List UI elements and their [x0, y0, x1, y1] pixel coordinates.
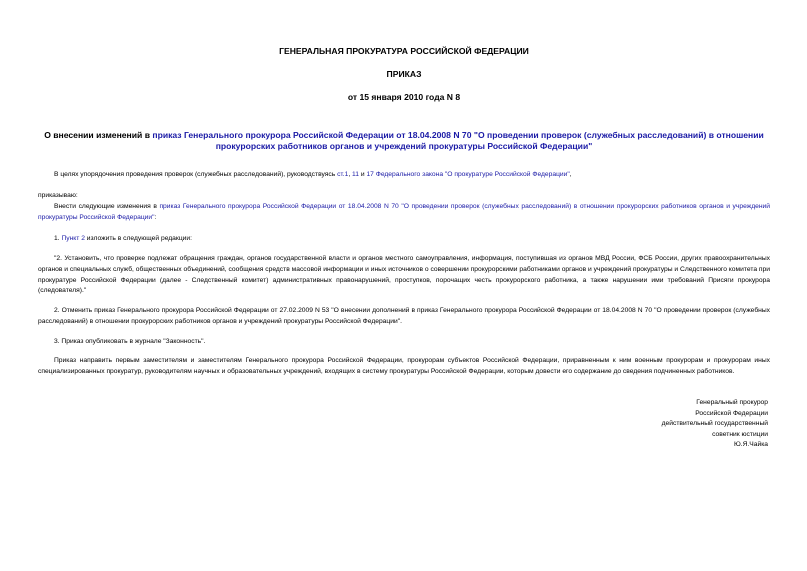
quoted-new-wording: "2. Установить, что проверке подлежат обращения граждан, органов государственной власти и органов местного самоуправления, информация, поступившая из органов МВД России, ФСБ России, других правоохранительных органов и специальных служб, общественных объединений, сообщения средств массовой информации и иных источников о совершении прокурорскими работниками органов и учреждений прокуратуры и Следственного комитета при прокуратуре Российской Федерации (далее - Следственный комитет) административных правонарушений, проступков, порочащих честь прокурорского работника, а также нарушении ими требований Присяги прокурора (следователя)." [38, 255, 770, 295]
document-page [38, 0, 770, 571]
item-1-text: изложить в следующей редакции: [84, 235, 192, 242]
document-type: ПРИКАЗ [386, 69, 422, 79]
preamble-end: , [569, 171, 572, 178]
point-2-link[interactable]: Пункт 2 [61, 235, 85, 242]
preamble-paragraph [38, 170, 770, 181]
amendment-intro-text: Внести следующие изменения в [54, 203, 160, 210]
item-1-paragraph [38, 234, 770, 245]
order-word: приказываю: [38, 192, 78, 199]
preamble-separator: и [359, 171, 367, 178]
distribution-paragraph: Приказ направить первым заместителям и заместителям Генерального прокурора Российской Федерации, прокурорам субъектов Российской Федерации, приравненным к ним военным прокурорам и прокурорам иных специализированных прокуратур, руководителям научных и образовательных учреждений, входящих в систему прокуратуры Российской Федерации, которым довести его содержание до сведения подчиненных работников. [38, 357, 770, 375]
amendment-intro-end: : [154, 213, 157, 221]
amended-order-link[interactable]: приказ Генерального прокурора Российской Федерации от 18.04.2008 N 70 "О проведении проверок (служебных расследований) в отношении прокурорских работников органов и учреждений прокуратуры Российской Федерации" [38, 203, 770, 221]
item-2-paragraph: 2. Отменить приказ Генерального прокурора Российской Федерации от 27.02.2009 N 53 "О внесении дополнений в приказ Генерального прокурора Российской Федерации от 18.04.2008 N 70 "О проведении проверок (служебных расследований) в отношении прокурорских работников органов и учреждений прокуратуры Российской Федерации". [38, 307, 770, 325]
preamble-text: В целях упорядочения проведения проверок (служебных расследований), руководствуясь [54, 171, 338, 178]
federal-law-link[interactable]: 17 Федерального закона "О прокуратуре Российской Федерации" [366, 171, 570, 178]
signature-position: Генеральный прокурор [696, 399, 768, 406]
article-11-link[interactable]: 11 [352, 171, 359, 178]
signature-rank: действительный государственный [661, 420, 768, 428]
amendment-intro-paragraph [38, 202, 770, 224]
item-1-number: 1. [54, 235, 62, 242]
signature-block [662, 398, 768, 451]
title-referenced-order-link[interactable]: приказ Генерального прокурора Российской Федерации от 18.04.2008 N 70 "О проведении проверок (служебных расследований) в отношении прокурорских работников органов и учреждений прокуратуры Российской Федерации" [152, 130, 764, 151]
issuing-authority: ГЕНЕРАЛЬНАЯ ПРОКУРАТУРА РОССИЙСКОЙ ФЕДЕРАЦИИ [279, 46, 529, 56]
document-date-number: от 15 января 2010 года N 8 [347, 92, 461, 102]
title-prefix: О внесении изменений в [44, 130, 153, 140]
preamble-separator: , [348, 171, 353, 178]
article-1-link[interactable]: ст.1 [337, 171, 349, 178]
item-3-paragraph: 3. Приказ опубликовать в журнале "Законность". [54, 338, 206, 345]
document-title [38, 130, 770, 152]
signature-rank-title: советник юстиции [712, 430, 768, 438]
signature-name: Ю.Я.Чайка [733, 441, 768, 449]
signature-country: Российской Федерации [695, 409, 768, 417]
